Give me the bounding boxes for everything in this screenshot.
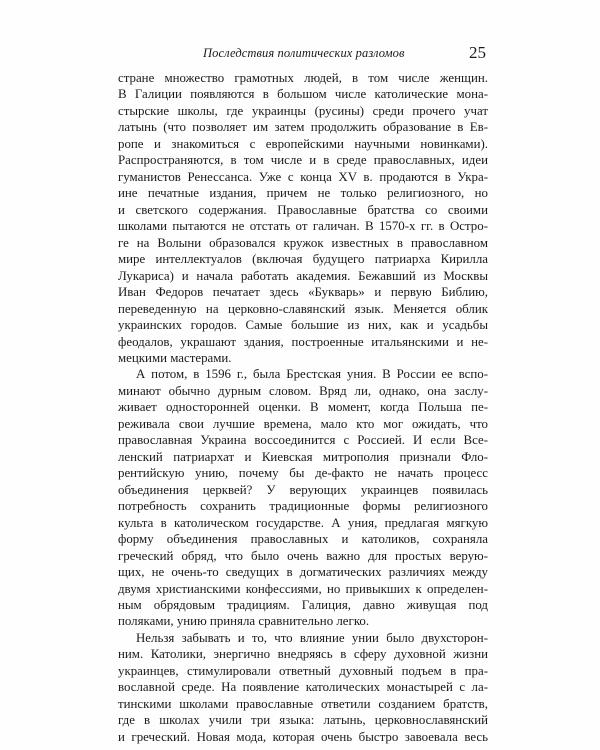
text-line: форму объединения православных и католиков, сохраняла <box>118 532 488 547</box>
text-line: Лукариса) и начала работать академия. Бежавший из Москвы <box>118 268 488 283</box>
text-line: православная Украина воссоединится с Россией. И если Все- <box>118 433 488 448</box>
text-line: украинцев, стимулировали ответный духовный подъем в пра- <box>118 663 488 678</box>
text-line: культа в католическом государстве. А уния, предлагая мягкую <box>118 515 488 530</box>
text-line: латынь (что позволяет им затем продолжить образование в Ев- <box>118 120 488 135</box>
text-line: поляками, унию приняла сравнительно легко. <box>118 614 370 629</box>
text-line: украинских городов. Самые большие из них, как и усадьбы <box>118 318 488 333</box>
text-line: и греческий. Новая мода, которая очень быстро завоевала весь <box>118 729 488 744</box>
text-line: ропе и знакомиться с европейскими научными новинками). <box>118 136 488 151</box>
text-line: стырские школы, где украинцы (русины) среди прочего учат <box>118 103 488 118</box>
body-text <box>118 70 488 745</box>
text-line: щих, не очень-то сведущих в догматических различиях между <box>118 565 488 580</box>
text-line: Нельзя забывать и то, что влияние унии было двухсторон- <box>136 630 488 645</box>
running-title: Последствия политических разломов <box>203 46 405 60</box>
text-line: ине печатные издания, причем не только религиозного, но <box>118 186 488 201</box>
text-line: Распространяются, в том числе и в среде православных, идеи <box>118 153 488 168</box>
text-line: мире интеллектуалов (включая будущего патриарха Кирилла <box>118 252 488 267</box>
text-line: вославной среде. На появление католических монастырей с ла- <box>118 680 488 695</box>
text-line: объединения церквей? У верующих украинцев появилась <box>118 482 488 497</box>
text-line: гуманистов Ренессанса. Уже с конца XV в. продаются в Укра- <box>118 169 488 184</box>
text-line: греческий обряд, что было очень важно для простых верую- <box>118 548 488 563</box>
text-line: где в школах учили три языка: латынь, церковнославянский <box>118 713 488 728</box>
text-line: переведенную на церковно-славянский язык. Меняется облик <box>118 301 488 316</box>
text-line: ным обрядовым традициям. Галиция, давно живущая под <box>118 598 488 612</box>
text-line: двумя христианскими конфессиями, но привыкших к определен- <box>118 581 488 596</box>
text-line: реживала свои лучшие времена, мало кто мог ожидать, что <box>118 416 488 431</box>
running-head <box>118 43 488 65</box>
text-line: и светского содержания. Православные братства со своими <box>118 202 488 217</box>
text-line: В Галиции появляются в большом числе католические мона- <box>118 87 488 102</box>
text-line: А потом, в 1596 г., была Брестская уния. В России ее вспо- <box>136 367 488 382</box>
text-line: живает односторонней оценки. В момент, когда Польша пе- <box>118 400 488 415</box>
text-line: школами пытаются не отстать от галичан. В 1570-х гг. в Остро- <box>118 219 488 234</box>
text-line: минают обычно дурным словом. Вряд ли, однако, она заслу- <box>118 383 488 398</box>
text-line: ним. Католики, энергично внедряясь в сферу духовной жизни <box>118 647 488 662</box>
text-line: рентийскую унию, почему бы де-факто не начать процесс <box>118 466 488 481</box>
text-line: Иван Федоров печатает здесь «Букварь» и первую Библию, <box>118 285 488 300</box>
text-line: потребность сохранить традиционные формы религиозного <box>118 499 488 514</box>
text-line: тинскими школами православные ответили созданием братств, <box>118 696 488 711</box>
page-number: 25 <box>469 43 486 62</box>
text-line: мецкими мастерами. <box>118 350 232 365</box>
text-line: ге на Волыни образовался кружок известных в православном <box>118 235 488 250</box>
text-line: стране множество грамотных людей, в том числе женщин. <box>118 71 488 85</box>
text-line: ленский патриархат и Киевская митрополия признали Фло- <box>118 449 488 464</box>
text-line: феодалов, украшают здания, построенные итальянскими и не- <box>118 334 488 349</box>
